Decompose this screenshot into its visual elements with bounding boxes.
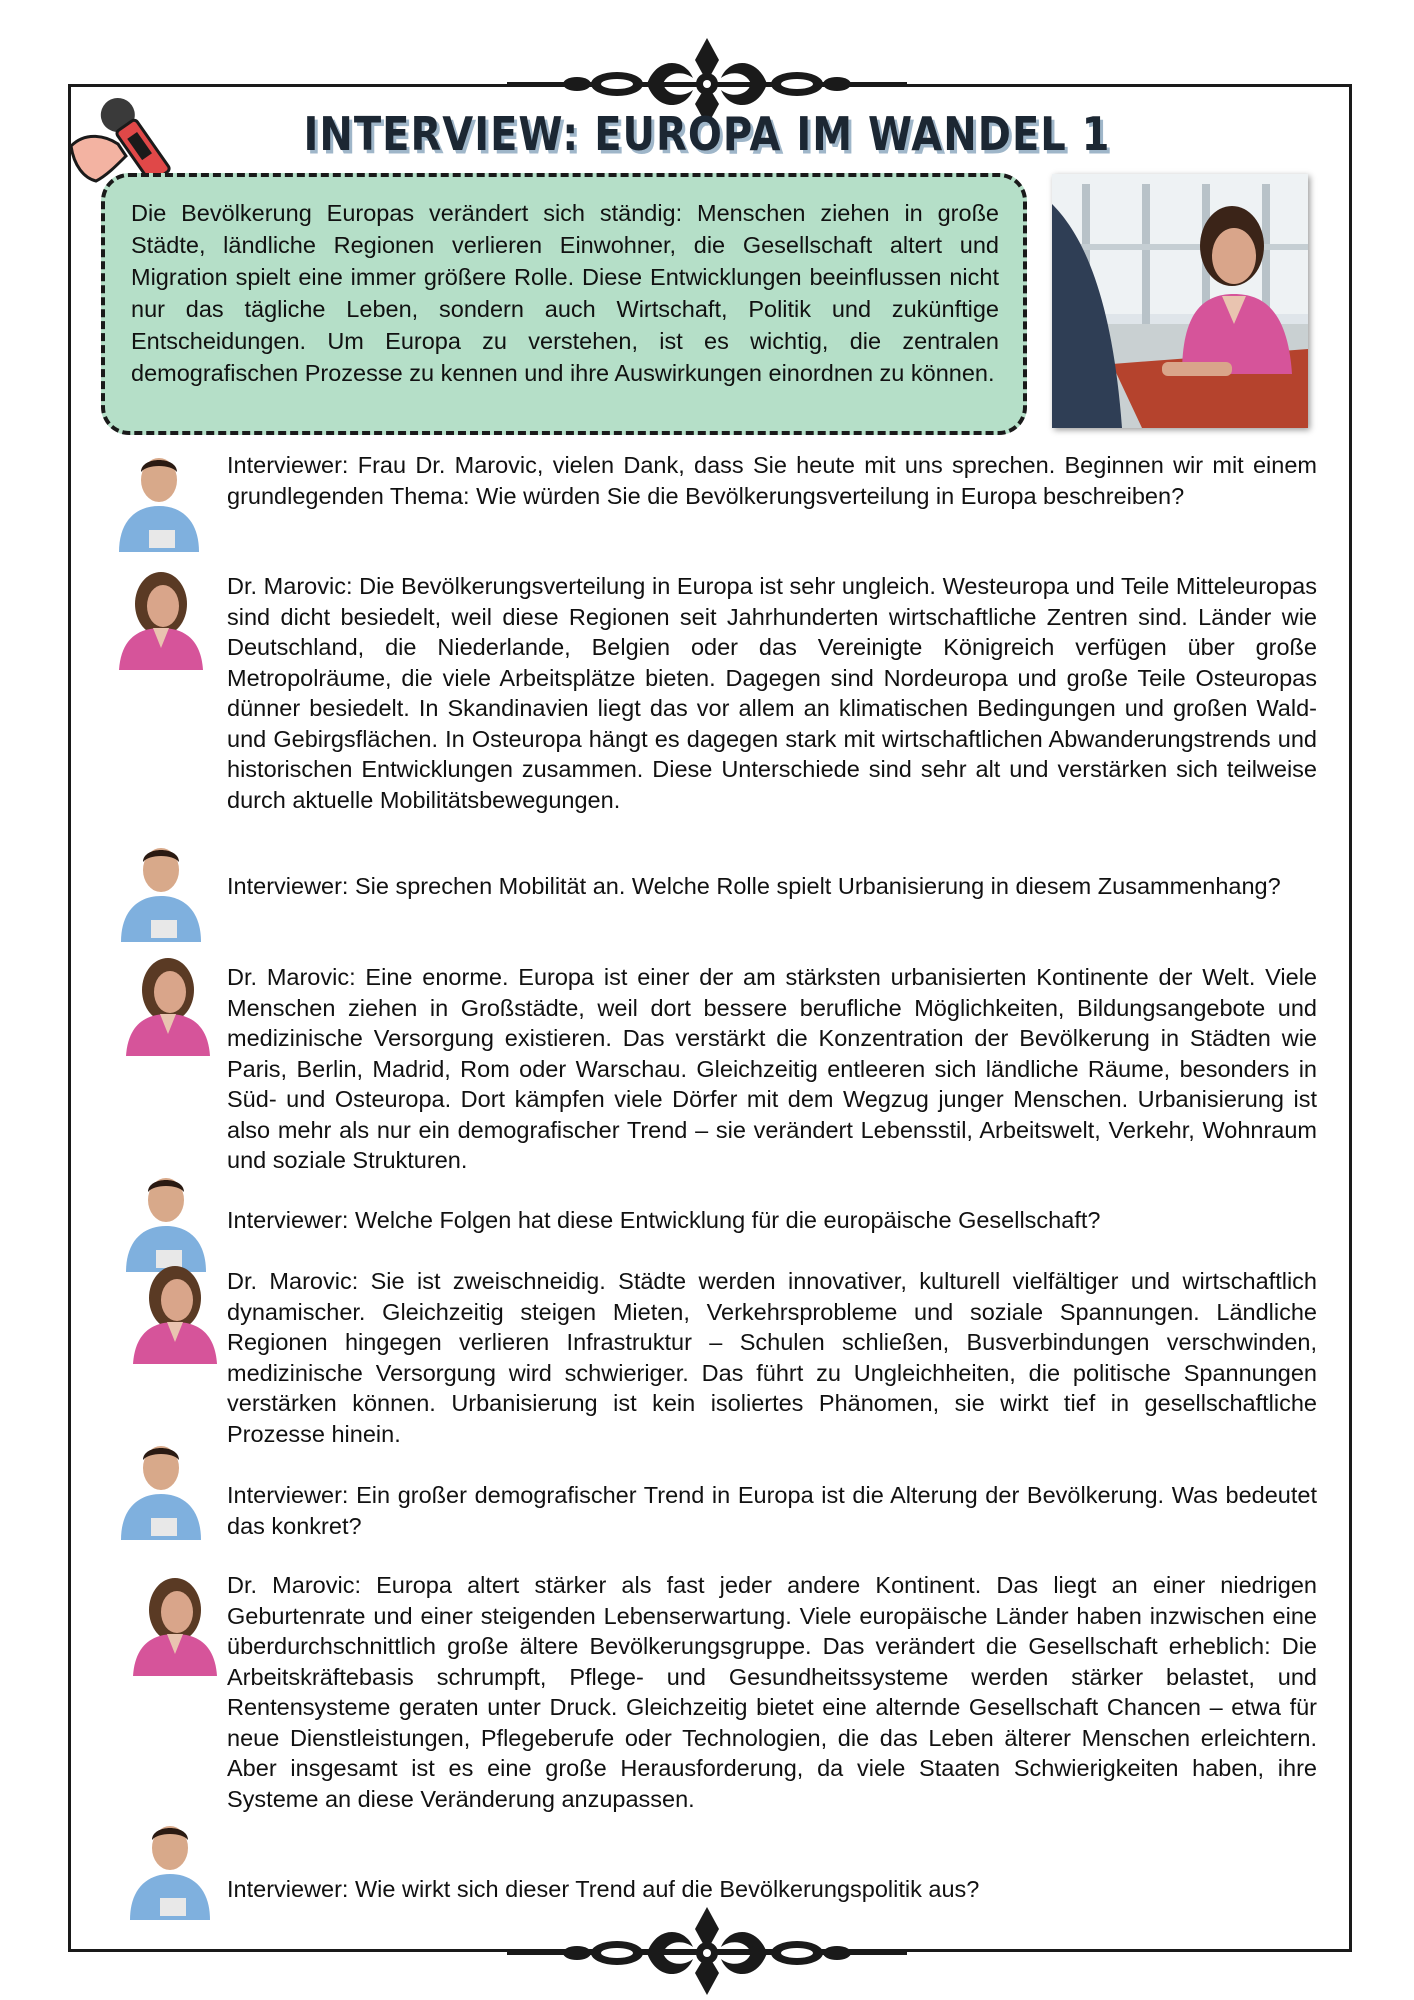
expert-avatar-icon xyxy=(127,1262,223,1364)
expert-avatar-icon xyxy=(120,954,216,1056)
entry-text: Interviewer: Sie sprechen Mobilität an. Welche Rolle spielt Urbanisierung in diesem Zusammenhang? xyxy=(227,873,1281,899)
entry-text: Interviewer: Welche Folgen hat diese Entwicklung für die europäische Gesellschaft? xyxy=(227,1207,1101,1233)
interview-entry xyxy=(227,871,1317,902)
intro-text: Die Bevölkerung Europas verändert sich ständig: Menschen ziehen in große Städte, ländliche Regionen verlieren Einwohner, die Gesellschaft altert und Migration spielt eine immer größere Rolle. Diese Entwicklungen beeinflussen nicht nur das tägliche Leben, sondern auch Wirtschaft, Politik und zukünftige Entscheidungen. Um Europa zu verstehen, ist es wichtig, die zentralen demografischen Prozesse zu kennen und ihre Auswirkungen einordnen zu können. xyxy=(131,200,999,386)
expert-avatar-icon xyxy=(113,568,209,670)
interview-photo xyxy=(1052,174,1308,428)
interview-entry xyxy=(227,450,1317,511)
interviewer-avatar-icon xyxy=(122,1818,218,1920)
expert-avatar-icon xyxy=(127,1574,223,1676)
interview-entry xyxy=(227,1205,1317,1236)
interviewer-avatar-icon xyxy=(113,840,209,942)
entry-text: Interviewer: Frau Dr. Marovic, vielen Dank, dass Sie heute mit uns sprechen. Beginnen wir mit einem grundlegenden Thema: Wie würden Sie die Bevölkerungsverteilung in Europa beschreiben? xyxy=(227,452,1317,509)
interviewer-avatar-icon xyxy=(111,450,207,552)
page-title: INTERVIEW: EUROPA IM WANDEL 1 xyxy=(303,108,1111,162)
interview-entry xyxy=(227,1570,1317,1814)
interview-entry xyxy=(227,1874,1317,1905)
ornament-bottom-icon xyxy=(507,1907,907,1997)
entry-text: Dr. Marovic: Sie ist zweischneidig. Städte werden innovativer, kulturell vielfältiger und wirtschaftlich dynamischer. Gleichzeitig steigen Mieten, Verkehrsprobleme und soziale Spannungen. Ländliche Regionen hingegen verlieren Infrastruktur – Schulen schließen, Busverbindungen verschwinden, medizinische Versorgung wird schwieriger. Das führt zu Ungleichheiten, die politische Spannungen verstärken können. Urbanisierung ist kein isoliertes Phänomen, sie wirkt tief in gesellschaftliche Prozesse hinein. xyxy=(227,1268,1317,1447)
intro-box xyxy=(101,173,1027,435)
entry-text: Dr. Marovic: Europa altert stärker als fast jeder andere Kontinent. Das liegt an einer niedrigen Geburtenrate und einer steigenden Lebenserwartung. Viele europäische Länder haben inzwischen eine überdurchschnittlich große ältere Bevölkerungsgruppe. Das verändert die Gesellschaft erheblich: Die Arbeitskräftebasis schrumpft, Pflege- und Gesundheitssysteme werden stärker belastet, und Rentensysteme geraten unter Druck. Gleichzeitig bietet eine alternde Gesellschaft Chancen – etwa für neue Dienstleistungen, Pflegeberufe oder Technologien, die das Leben älterer Menschen erleichtern. Aber insgesamt ist es eine große Herausforderung, da viele Staaten Schwierigkeiten haben, ihre Systeme an diese Veränderung anzupassen. xyxy=(227,1572,1317,1812)
entry-text: Dr. Marovic: Eine enorme. Europa ist einer der am stärksten urbanisierten Kontinente der Welt. Viele Menschen ziehen in Großstädte, weil dort bessere berufliche Möglichkeiten, Bildungsangebote und medizinische Versorgung existieren. Das verstärkt die Konzentration der Bevölkerung in Städten wie Paris, Berlin, Madrid, Rom oder Warschau. Gleichzeitig entleeren sich ländliche Räume, besonders in Süd- und Osteuropa. Dort kämpfen viele Dörfer mit dem Wegzug junger Menschen. Urbanisierung ist also mehr als nur ein demografischer Trend – sie verändert Lebensstil, Arbeitswelt, Verkehr, Wohnraum und soziale Strukturen. xyxy=(227,964,1317,1173)
interview-entry xyxy=(227,571,1317,815)
interviewer-avatar-icon xyxy=(118,1170,214,1272)
interviewer-avatar-icon xyxy=(113,1438,209,1540)
interview-entry xyxy=(227,1266,1317,1449)
interview-entry xyxy=(227,962,1317,1176)
entry-text: Interviewer: Ein großer demografischer Trend in Europa ist die Alterung der Bevölkerung. Was bedeutet das konkret? xyxy=(227,1482,1317,1539)
entry-text: Interviewer: Wie wirkt sich dieser Trend auf die Bevölkerungspolitik aus? xyxy=(227,1876,980,1902)
entry-text: Dr. Marovic: Die Bevölkerungsverteilung in Europa ist sehr ungleich. Westeuropa und Teile Mitteleuropas sind dicht besiedelt, weil diese Regionen seit Jahrhunderten wirtschaftliche Zentren sind. Länder wie Deutschland, die Niederlande, Belgien oder das Vereinigte Königreich verfügen über große Metropolräume, die viele Arbeitsplätze bieten. Dagegen sind Nordeuropa und große Teile Osteuropas dünner besiedelt. In Skandinavien liegt das vor allem an klimatischen Bedingungen und großen Wald- und Gebirgsflächen. In Osteuropa hängt es dagegen stark mit wirtschaftlichen Abwanderungstrends und historischen Entwicklungen zusammen. Diese Unterschiede sind sehr alt und verstärken sich teilweise durch aktuelle Mobilitätsbewegungen. xyxy=(227,573,1317,813)
interview-entry xyxy=(227,1480,1317,1541)
